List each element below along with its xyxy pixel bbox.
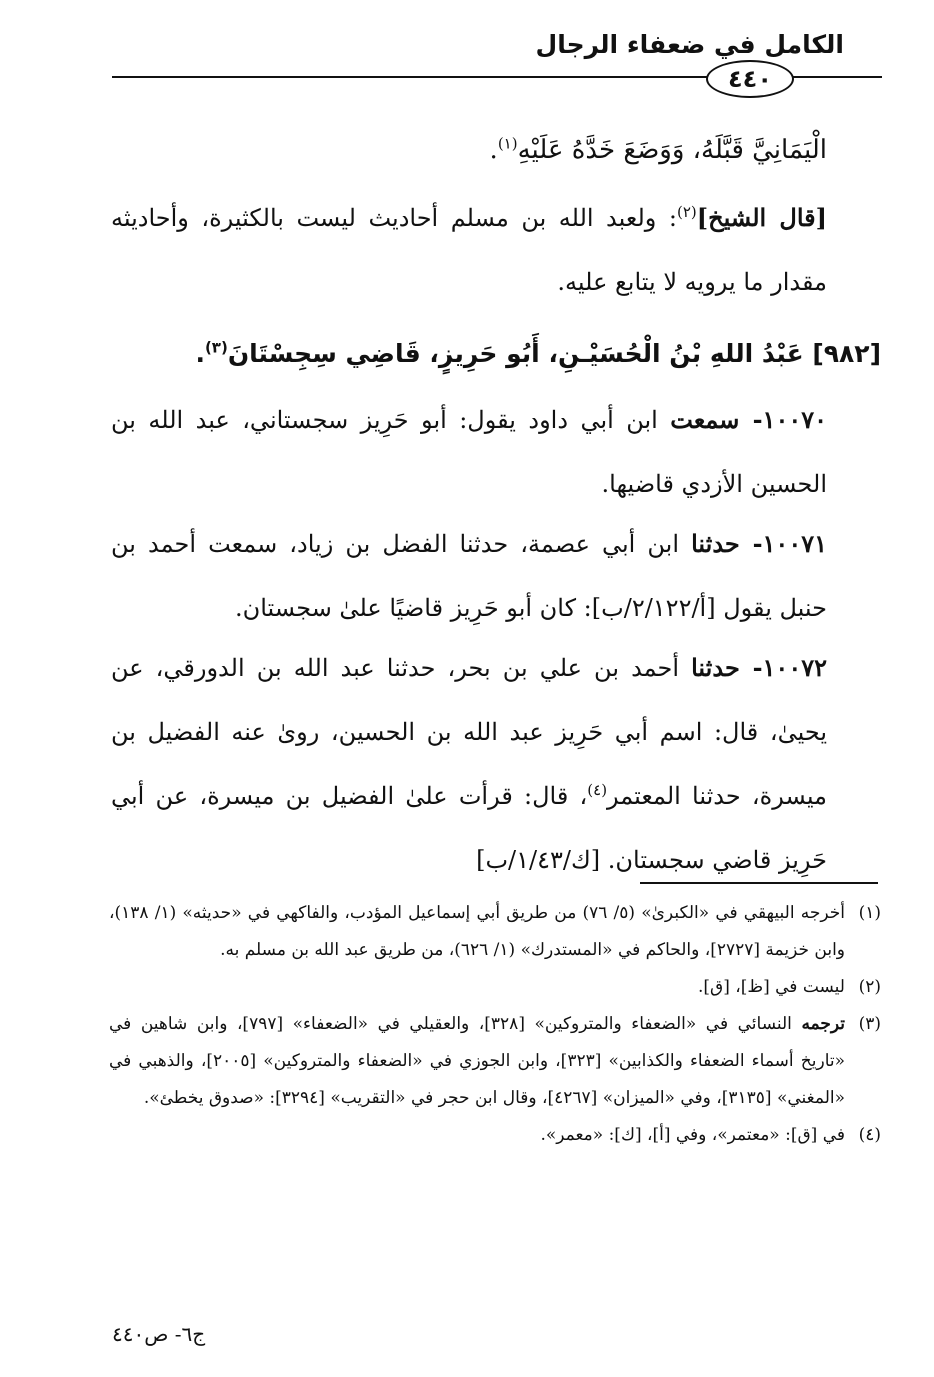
page-number: ٤٤٠ [706,60,794,98]
footnote-3 [109,1006,881,1117]
footnote-bold-word: ترجمه [801,1014,845,1034]
footnote-text: أخرجه البيهقي في «الكبرىٰ» (٥/ ٧٦) من طريق أبي إسماعيل المؤدب، والفاكهي في «حديثه» (١/ ١٣٨)، وابن خزيمة [٢٧٢٧]، والحاكم في «المستدرك» (١/ ٦٢٦)، من طريق عبد الله بن مسلم به. [109,903,845,960]
hadith-text-10070: ابن أبي داود يقول: أبو حَرِيز سجستاني، عبد الله بن الحسين الأزدي قاضيها. [111,406,827,498]
volume-page-mark: ج٦- ص٤٤٠ [112,1322,206,1346]
hadith-text-10071: ابن أبي عصمة، حدثنا الفضل بن زياد، سمعت أحمد بن حنبل يقول [أ/٢/١٢٢/ب]: كان أبو حَرِيز قاضيًا علىٰ سجستان. [111,530,827,622]
sheikh-text: : ولعبد الله بن مسلم أحاديث ليست بالكثيرة، وأحاديثه مقدار ما يرويه لا يتابع عليه. [111,204,827,296]
hadith-number-10072: ١٠٠٧٢- [739,653,827,682]
footnote-text: ليست في [ظ]، [ق]. [697,977,845,997]
quote-continuation: الْيَمَانِيَّ قَبَّلَهُ، وَوَضَعَ خَدَّهُ عَلَيْهِ [517,135,827,165]
footnote-2 [109,969,881,1006]
line-1-end: . [489,135,498,165]
sheikh-label: [قال الشيخ] [696,203,827,232]
hadith-number-10070: ١٠٠٧٠- [739,405,827,434]
footnote-number: (١) [858,903,881,923]
paragraph-10070 [111,388,881,516]
entry-heading [111,322,881,386]
footnote-ref-1: (١) [497,134,518,153]
footnote-text: النسائي في «الضعفاء والمتروكين» [٣٢٨]، والعقيلي في «الضعفاء» [٧٩٧]، وابن شاهين في «تاريخ أسماء الضعفاء والكذابين» [٣٢٣]، وابن الجوزي في «الضعفاء والمتروكين» [٢٠٠٥]، والذهبي في «المغني» [٣١٣٥]، وفي «الميزان» [٤٢٦٧]، وقال ابن حجر في «التقريب» [٣٢٩٤]: «صدوق يخطئ». [109,1014,846,1108]
footnote-ref-2: (٢) [676,203,697,221]
body-line-1 [111,118,881,182]
keyword-haddathana-1: حدثنا [691,529,740,558]
entry-title: [٩٨٢] عَبْدُ اللهِ بْنُ الْحُسَيْـنِ، أَبُو حَرِيزٍ، قَاضِي سِجِسْتَانَ [227,339,881,368]
footnote-text: في [ق]: «معتمر»، وفي [أ]، [ك]: «معمر». [540,1125,845,1145]
running-title: الكامل في ضعفاء الرجال [535,30,844,59]
hadith-text-10072-b: ، قال: قرأت علىٰ الفضيل بن ميسرة، عن أبي حَرِيز قاضي سجستان. [ك/١/٤٣/ب] [111,782,827,874]
hadith-text-10072-a: أحمد بن علي بن بحر، حدثنا عبد الله بن الدورقي، عن يحيىٰ، قال: اسم أبي حَرِيز عبد الله بن الحسين، روىٰ عنه الفضيل بن ميسرة، حدثنا المعتمر [111,654,827,810]
footnote-separator [640,882,878,884]
entry-end: . [195,339,205,368]
footnote-ref-4: (٤) [587,781,608,799]
footnotes [109,895,881,1154]
footnote-ref-3: (٣) [204,338,228,357]
paragraph-10072 [111,636,881,892]
footnote-4 [109,1117,881,1154]
keyword-samitu: سمعت [670,405,740,434]
footnote-1 [109,895,881,969]
keyword-haddathana-2: حدثنا [691,653,740,682]
footnote-number: (٣) [858,1014,881,1034]
footnote-number: (٢) [858,977,881,997]
paragraph-10071 [111,512,881,640]
footnote-number: (٤) [858,1125,881,1145]
paragraph-sheikh [111,186,881,314]
hadith-number-10071: ١٠٠٧١- [739,529,827,558]
